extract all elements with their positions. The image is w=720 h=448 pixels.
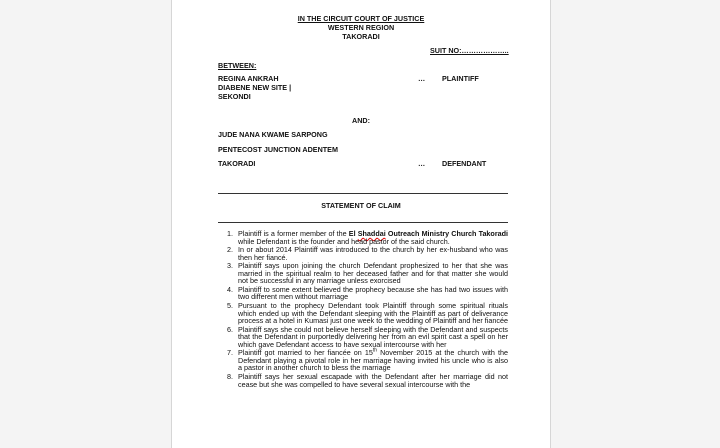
- claim-item: 5. Pursuant to the prophecy Defendant took Plaintiff through some spiritual rituals which ended up with the Defendant sleeping with the Plaintiff as part of deliverance process at a hotel in Kumasi just one week to the wedding of Plaintiff and her fiancée: [227, 300, 508, 326]
- defendant-name: JUDE NANA KWAME SARPONG: [218, 130, 328, 139]
- claim-number: 4.: [227, 284, 233, 294]
- region-title: WESTERN REGION: [327, 23, 395, 32]
- suit-no-label: SUIT NO:: [430, 46, 462, 55]
- document-page: [171, 0, 551, 448]
- spellcheck-word: Shaddai: [357, 229, 386, 238]
- court-title: IN THE CIRCUIT COURT OF JUSTICE: [297, 14, 425, 23]
- claim-item: 1. Plaintiff is a former member of the El Shaddai Outreach Ministry Church Takoradi while Defendant is the founder and head pastor of the said church.: [227, 229, 509, 246]
- plaintiff-dots: …: [418, 74, 426, 83]
- claim-number: 2.: [227, 245, 233, 255]
- claim-number: 3.: [227, 261, 233, 271]
- claim-number: 7.: [227, 348, 233, 358]
- claim-item: 3. Plaintiff says upon joining the church Defendant prophesized to her that she was married in the spiritual realm to her deceased father and for that matter she would not be successful in any marriage unless exorcised: [227, 261, 508, 286]
- claim-number: 5.: [227, 300, 233, 310]
- plaintiff-role: PLAINTIFF: [442, 74, 479, 83]
- divider-bottom: [218, 222, 508, 223]
- plaintiff-name: REGINA ANKRAH: [218, 74, 279, 83]
- defendant-dots: …: [418, 159, 426, 168]
- suit-no-value: ………………..: [461, 46, 509, 55]
- suit-number: [430, 46, 509, 55]
- claim-item: 7. Plaintiff got married to her fiancée on 15th November 2015 at the church with the Defendant playing a pivotal role in her marriage having invited his uncle who is also a pastor in another church to bless the marriage: [227, 347, 508, 373]
- divider-top: [218, 193, 508, 194]
- defendant-address-line2: TAKORADI: [218, 159, 256, 168]
- claim-number: 8.: [227, 371, 233, 381]
- statement-title: STATEMENT OF CLAIM: [321, 201, 401, 210]
- claim-item: 8. Plaintiff says her sexual escapade with the Defendant after her marriage did not cease but she was compelled to have several sexual intercourse with the: [227, 371, 508, 389]
- defendant-address-line1: PENTECOST JUNCTION ADENTEM: [218, 145, 338, 154]
- city-title: TAKORADI: [342, 32, 380, 41]
- claim-item: 2. In or about 2014 Plaintiff was introduced to the church by her ex-husband who was then her fiancé.: [227, 245, 508, 262]
- claim-item: 4. Plaintiff to some extent believed the prophecy because she has had two issues with two different men without marriage: [227, 284, 508, 302]
- claim-item: 6. Plaintiff says she could not believe herself sleeping with the Defendant and suspects that the Defendant in purportedly delivering her from an evil spirit cast a spell on her which gave Defendant access to have sexual intercourse with her: [227, 324, 508, 349]
- plaintiff-address-line1: DIABENE NEW SITE |: [218, 83, 292, 92]
- claims-list: [218, 230, 508, 389]
- defendant-role: DEFENDANT: [442, 159, 487, 168]
- plaintiff-address-line2: SEKONDI: [218, 92, 251, 101]
- and-label: AND:: [352, 116, 370, 125]
- claim-number: 6.: [227, 324, 233, 334]
- between-label: BETWEEN:: [218, 61, 257, 70]
- claim-number: 1.: [227, 229, 233, 238]
